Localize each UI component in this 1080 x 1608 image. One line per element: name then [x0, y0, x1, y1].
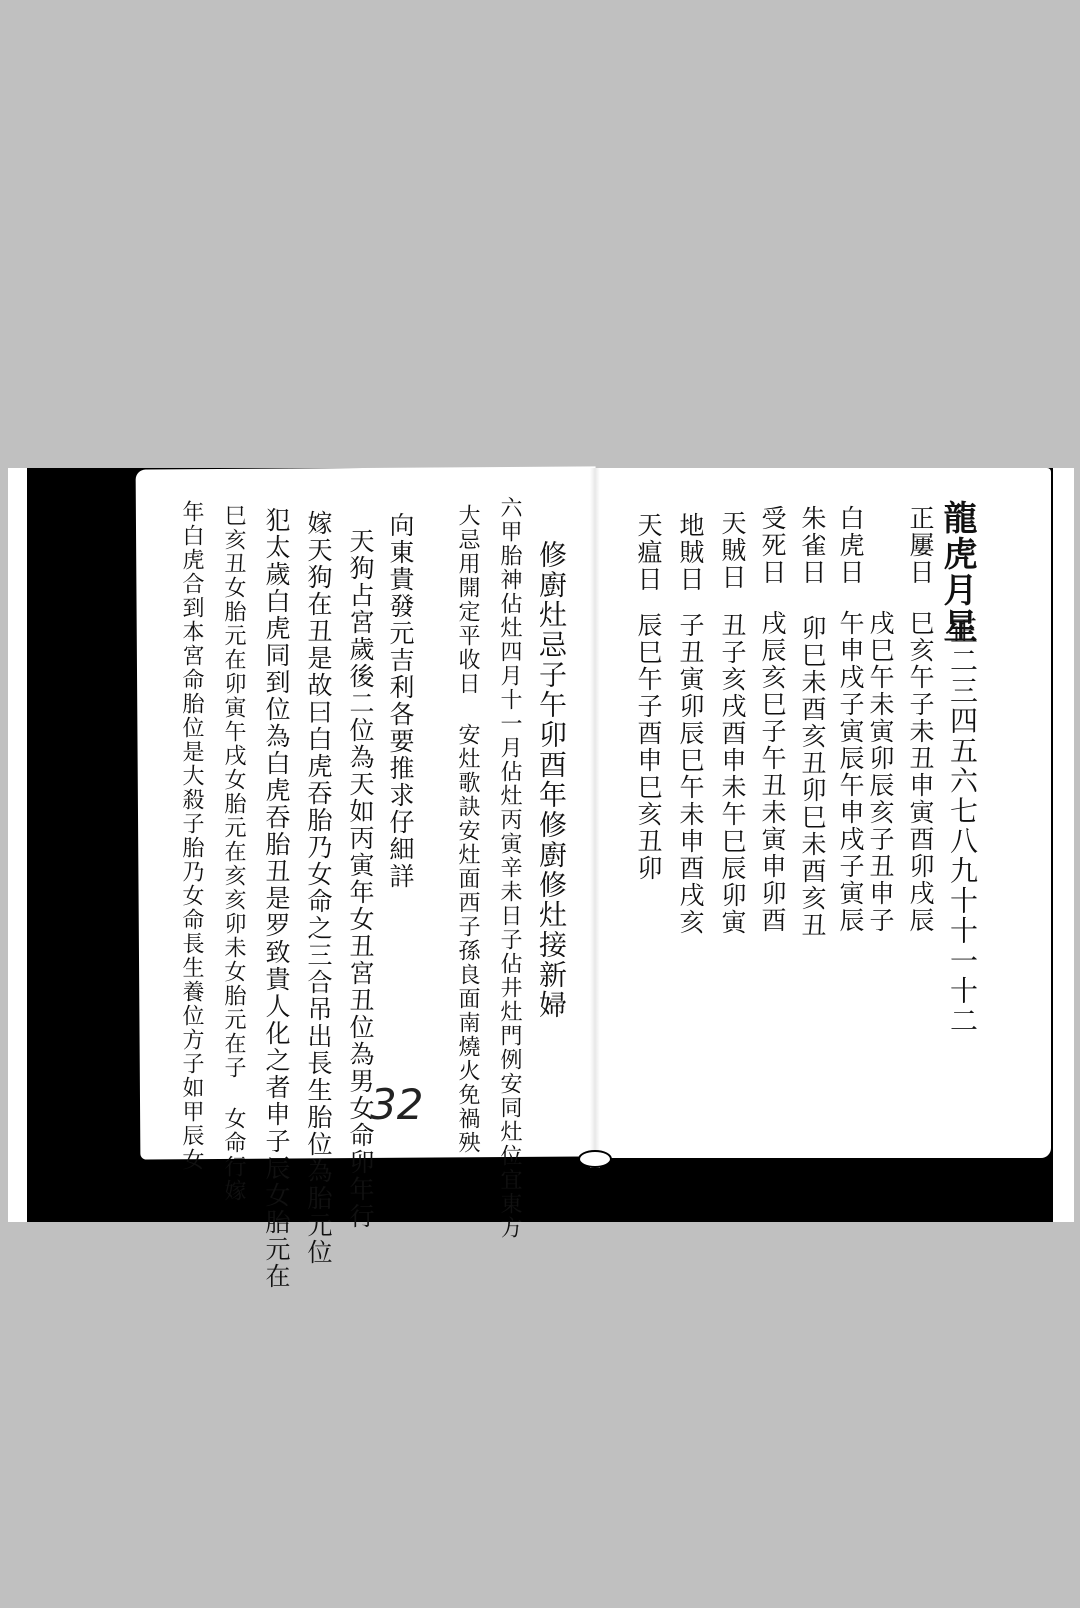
row-label: 地賊日: [676, 512, 705, 593]
table-column: 丑子亥戌酉申未午巳辰卯寅: [718, 612, 747, 936]
book-gutter: [590, 468, 600, 1168]
table-heading: 龍虎月星: [937, 500, 977, 644]
row-label: 受死日: [758, 505, 787, 586]
table-column: 午申戌子寅辰午申戌子寅辰: [836, 610, 865, 934]
text-column: 嫁天狗在丑是故曰白虎吞胎乃女命之三合吊出長生胎位為胎元位: [304, 510, 333, 1266]
table-column: 卯巳未酉亥丑卯巳未酉亥丑: [798, 615, 827, 939]
row-label: 白虎日: [836, 505, 865, 586]
row-label: 天賊日: [718, 510, 747, 591]
table-column: 子丑寅卯辰巳午未申酉戌亥: [676, 612, 705, 936]
binding-ring: [578, 1150, 612, 1168]
table-column: 正二三四五六七八九十十一十二: [946, 616, 979, 1036]
row-label: 正屢日: [906, 505, 935, 586]
text-column: 大忌用開定平收日 安灶歌訣安灶面西子孫良面南燒火免禍殃: [455, 504, 480, 1155]
text-column: 向東貴發元吉利各要推求仔細詳: [386, 512, 415, 890]
text-column: 犯太歲白虎同到位為白虎吞胎丑是罗致貴人化之者申子辰女胎元在: [262, 507, 291, 1290]
table-column: 巳亥午子未丑申寅酉卯戌辰: [906, 610, 935, 934]
section-title: 修廚灶忌子午卯酉年修廚修灶接新婦: [535, 540, 568, 1020]
row-label: 朱雀日: [798, 505, 827, 586]
text-column: 天狗占宮歲後二位為天如丙寅年女丑宮丑位為男女命卯年行: [346, 528, 375, 1230]
page-number: 32: [370, 1080, 424, 1129]
table-column: 戌辰亥巳子午丑未寅申卯酉: [758, 610, 787, 934]
text-column: 巳亥丑女胎元在卯寅午戌女胎元在亥亥卯未女胎元在子 女命行嫁: [221, 504, 246, 1203]
text-column: 年白虎合到本宮命胎位是大殺子胎乃女命長生養位方子如甲辰女: [179, 500, 204, 1172]
table-column: 辰巳午子酉申巳亥丑卯: [634, 612, 663, 882]
text-column: 六甲胎神佔灶四月十一月佔灶丙寅辛未日子佔井灶門例安同灶位宜東方: [497, 496, 522, 1240]
table-column: 戌巳午未寅卯辰亥子丑申子: [866, 610, 895, 934]
row-label: 天瘟日: [634, 512, 663, 593]
